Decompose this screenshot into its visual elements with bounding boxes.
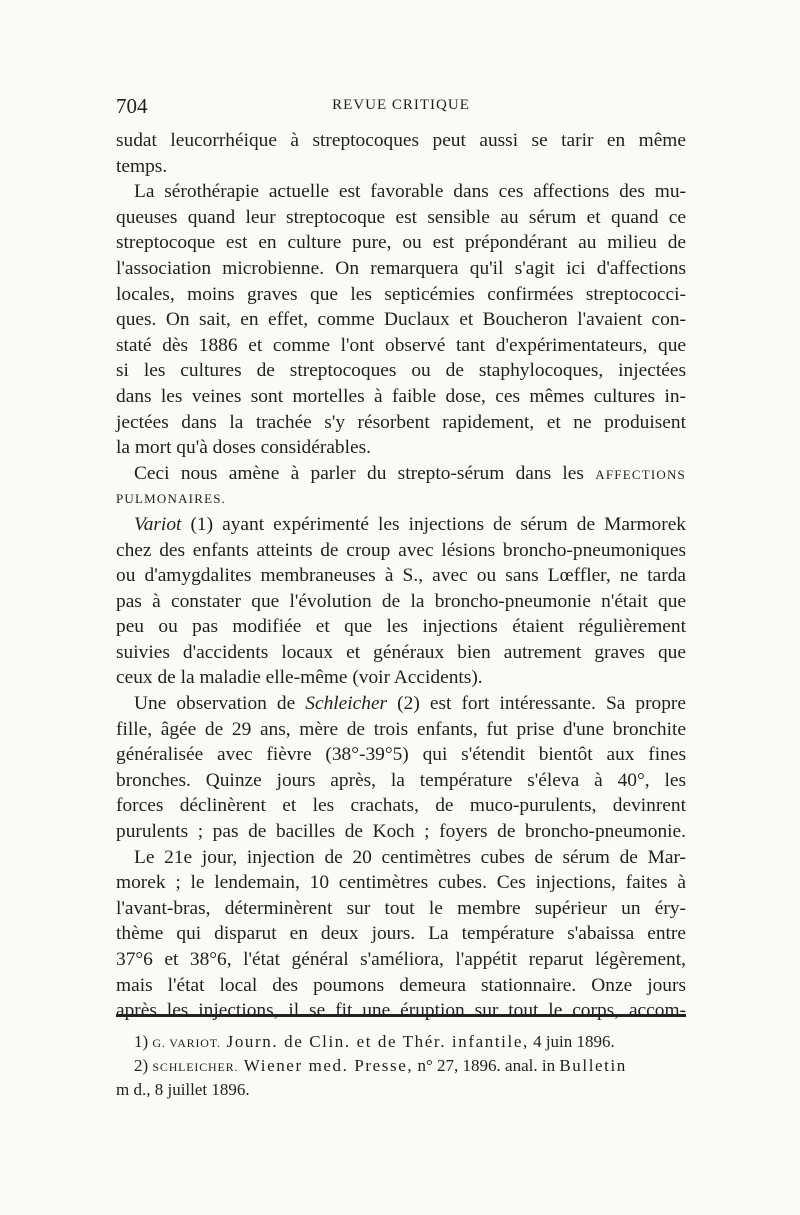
text-run: Ceci nous amène à parler du strepto-sérum dans les [134,462,596,484]
body-text [116,128,686,1024]
footnote-2 [116,1054,686,1078]
paragraph-start [116,691,686,717]
footnote-date: 4 juin 1896. [528,1032,615,1051]
text-line: sudat leucorrhéique à streptocoques peut aussi se tarir en même [116,130,686,151]
text-line: l'association microbienne. On remarquera qu'il s'agit ici d'affections [116,257,686,279]
running-title: REVUE CRITIQUE [332,97,470,113]
text-line: si les cultures de streptocoques ou de staphylocoques, injectées [116,360,686,382]
text-line: chez des enfants atteints de croup avec lésions broncho-pneumoniques [116,539,686,561]
footnote-author: SCHLEICHER. [152,1060,239,1074]
text-line: pas à constater que l'évolution de la broncho-pneumonie n'était que [116,590,686,612]
author-name-italic: Schleicher [305,693,388,715]
text-line: temps. [116,155,168,177]
text-line: ou d'amygdalites membraneuses à S., avec ou sans Lœffler, ne tarda [116,565,686,587]
footnote-2-continued: m d., 8 juillet 1896. [116,1080,250,1099]
text-line: locales, moins graves que les septicémies confirmées streptococci- [116,283,686,305]
page-header [116,94,686,120]
text-line: fille, âgée de 29 ans, mère de trois enfants, fut prise d'une bronchite [116,718,686,740]
text-line: morek ; le lendemain, 10 centimètres cubes. Ces injections, faites à [116,872,686,894]
text-line: l'avant-bras, déterminèrent sur tout le membre supérieur un éry- [116,897,686,919]
footnote-bulletin: Bulletin [559,1056,627,1075]
footnote-number: 2) [134,1056,153,1075]
text-line: queuses quand leur streptocoque est sensible au sérum et quand ce [116,206,686,228]
text-line: la mort qu'à doses considérables. [116,437,371,459]
footnote-divider [116,1014,686,1017]
text-line: forces déclinèrent et les crachats, de muco-purulents, devinrent [116,795,686,817]
text-line: dans les veines sont mortelles à faible dose, ces mêmes cultures in- [116,385,686,407]
text-line: ques. On sait, en effet, comme Duclaux et Boucheron l'avaient con- [116,309,686,331]
text-line: jectées dans la trachée s'y résorbent rapidement, et ne produisent [116,411,686,433]
paragraph-start: Le 21e jour, injection de 20 centimètres cubes de sérum de Mar- [134,846,686,868]
footnote-reference: n° 27, 1896. anal. in [413,1056,560,1075]
text-line: suivies d'accidents locaux et généraux bien autrement graves que [116,641,686,663]
text-run: (1) ayant expérimenté les injections de sérum de Marmorek [181,513,686,535]
footnote-1 [116,1030,686,1054]
text-line: purulents ; pas de bacilles de Koch ; foyers de broncho-pneumonie. [116,821,686,843]
paragraph-start [116,512,686,538]
text-run: (2) est fort intéressante. Sa propre [387,693,686,715]
footnote-author: G. VARIOT. [152,1036,221,1050]
author-name-italic: Variot [134,513,182,535]
paragraph-start [116,461,686,487]
text-line: 37°6 et 38°6, l'état général s'améliora, l'appétit reparut légèrement, [116,949,686,970]
footnote-number: 1) [134,1032,153,1051]
footnotes [116,1030,686,1102]
text-line: généralisée avec fièvre (38°-39°5) qui s'étendit bientôt aux fines [116,744,686,766]
text-line: mais l'état local des poumons demeura stationnaire. Onze jours [116,974,686,996]
small-caps-term: AFFECTIONS [595,466,686,482]
paragraph-start: La sérothérapie actuelle est favorable dans ces affections des mu- [134,181,686,203]
text-line: streptocoque est en culture pure, ou est prépondérant au milieu de [116,232,686,254]
text-line: thème qui disparut en deux jours. La température s'abaissa entre [116,923,686,945]
text-run: Une observation de [134,693,306,715]
text-line: bronches. Quinze jours après, la température s'éleva à 40°, les [116,769,686,791]
footnote-journal: Wiener med. Presse, [238,1056,414,1075]
text-line: staté dès 1886 et comme l'ont observé tant d'expérimentateurs, que [116,334,686,356]
page-number: 704 [116,94,148,118]
small-caps-term: PULMONAIRES. [116,491,227,507]
text-line: peu ou pas modifiée et que les injections étaient régulièrement [116,616,686,638]
text-line: après les injections, il se fit une éruption sur tout le corps, accom- [116,1000,686,1022]
text-line: ceux de la maladie elle-même (voir Accidents). [116,667,483,689]
footnote-journal: Journ. de Clin. et de Thér. infantile, [220,1032,529,1051]
